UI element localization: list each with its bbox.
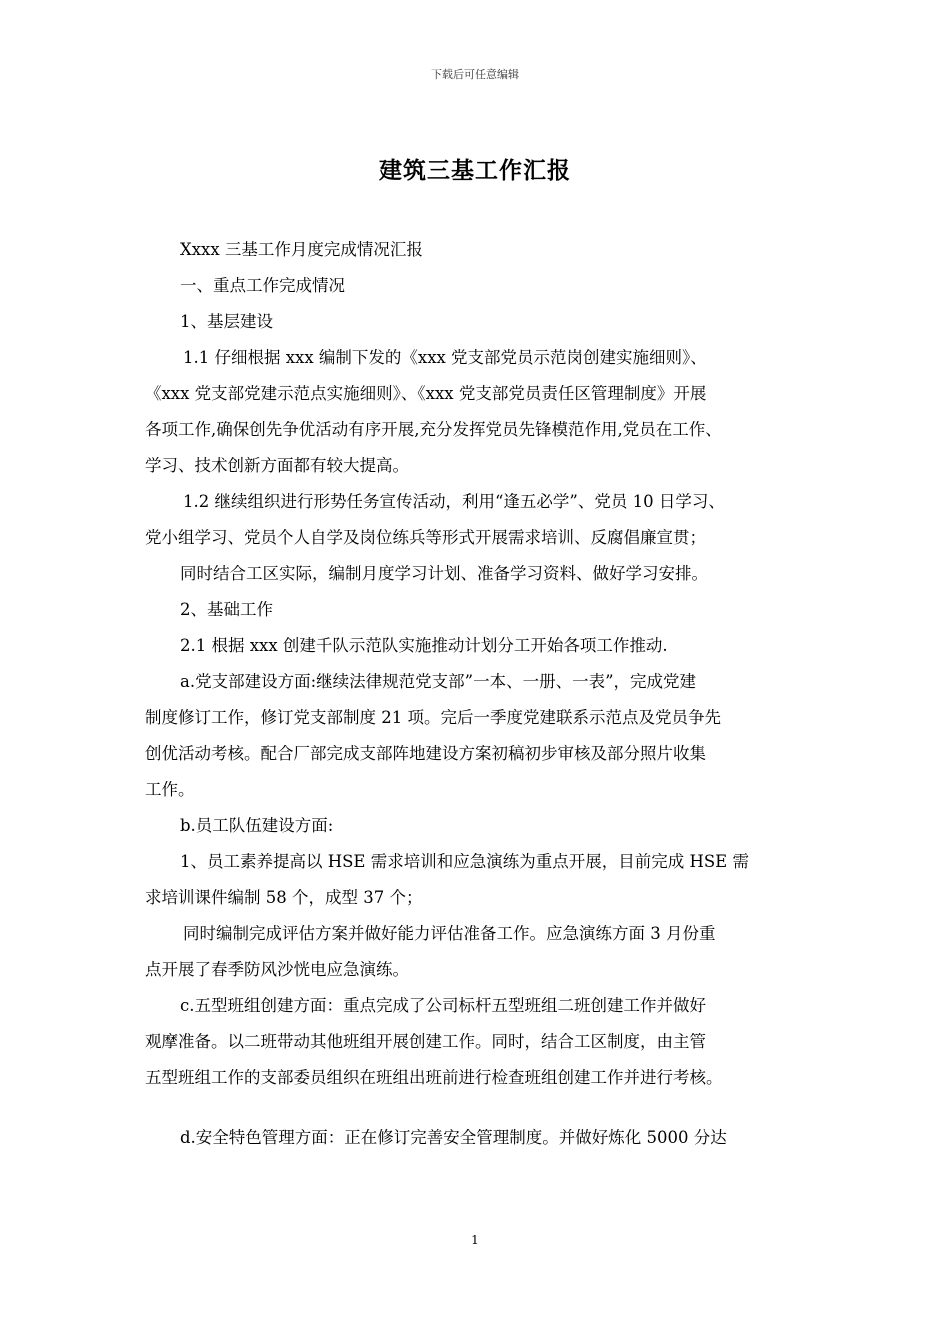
paragraph-line: 1、员工素养提高以 HSE 需求培训和应急演练为重点开展，目前完成 HSE 需 <box>180 852 749 871</box>
header-note: 下载后可任意编辑 <box>431 68 519 81</box>
section-heading: 一、重点工作完成情况 <box>180 276 345 295</box>
paragraph-line: 各项工作,确保创先争优活动有序开展,充分发挥党员先锋模范作用,党员在工作、 <box>145 420 722 439</box>
paragraph-line: 创优活动考核。配合厂部完成支部阵地建设方案初稿初步审核及部分照片收集 <box>145 744 706 763</box>
paragraph-line: b.员工队伍建设方面: <box>180 816 334 835</box>
paragraph-gap <box>145 1096 825 1120</box>
paragraph-line: 五型班组工作的支部委员组织在班组出班前进行检查班组创建工作并进行考核。 <box>145 1068 723 1087</box>
paragraph-line: 《xxx 党支部党建示范点实施细则》、《xxx 党支部党员责任区管理制度》开展 <box>145 384 707 403</box>
report-subtitle: Xxxx 三基工作月度完成情况汇报 <box>180 240 423 259</box>
paragraph-line: 2.1 根据 xxx 创建千队示范队实施推动计划分工开始各项工作推动. <box>180 636 668 655</box>
paragraph-line: c.五型班组创建方面：重点完成了公司标杆五型班组二班创建工作并做好 <box>180 996 706 1015</box>
paragraph-line: 观摩准备。以二班带动其他班组开展创建工作。同时，结合工区制度，由主管 <box>145 1032 706 1051</box>
paragraph-line: 1.1 仔细根据 xxx 编制下发的《xxx 党支部党员示范岗创建实施细则》、 <box>183 348 707 367</box>
paragraph-line: 工作。 <box>145 780 195 799</box>
document-body <box>145 232 825 1156</box>
subsection-heading: 1、基层建设 <box>180 312 273 331</box>
subsection-heading: 2、基础工作 <box>180 600 273 619</box>
paragraph-line: 党小组学习、党员个人自学及岗位练兵等形式开展需求培训、反腐倡廉宣贯； <box>145 528 706 547</box>
paragraph-line: 学习、技术创新方面都有较大提高。 <box>145 456 409 475</box>
paragraph-line: 制度修订工作，修订党支部制度 21 项。完后一季度党建联系示范点及党员争先 <box>145 708 721 727</box>
page-number: 1 <box>471 1233 479 1247</box>
paragraph-line: 同时编制完成评估方案并做好能力评估准备工作。应急演练方面 3 月份重 <box>183 924 716 943</box>
paragraph-line: 求培训课件编制 58 个，成型 37 个； <box>145 888 423 907</box>
document-title: 建筑三基工作汇报 <box>379 158 571 184</box>
paragraph-line: d.安全特色管理方面：正在修订完善安全管理制度。并做好炼化 5000 分达 <box>180 1128 727 1147</box>
paragraph-line: 1.2 继续组织进行形势任务宣传活动，利用“逢五必学”、党员 10 日学习、 <box>183 492 725 511</box>
paragraph-line: 点开展了春季防风沙恍电应急演练。 <box>145 960 409 979</box>
paragraph-line: 同时结合工区实际，编制月度学习计划、准备学习资料、做好学习安排。 <box>180 564 708 583</box>
paragraph-line: a.党支部建设方面:继续法律规范党支部”一本、一册、一表”，完成党建 <box>180 672 697 691</box>
